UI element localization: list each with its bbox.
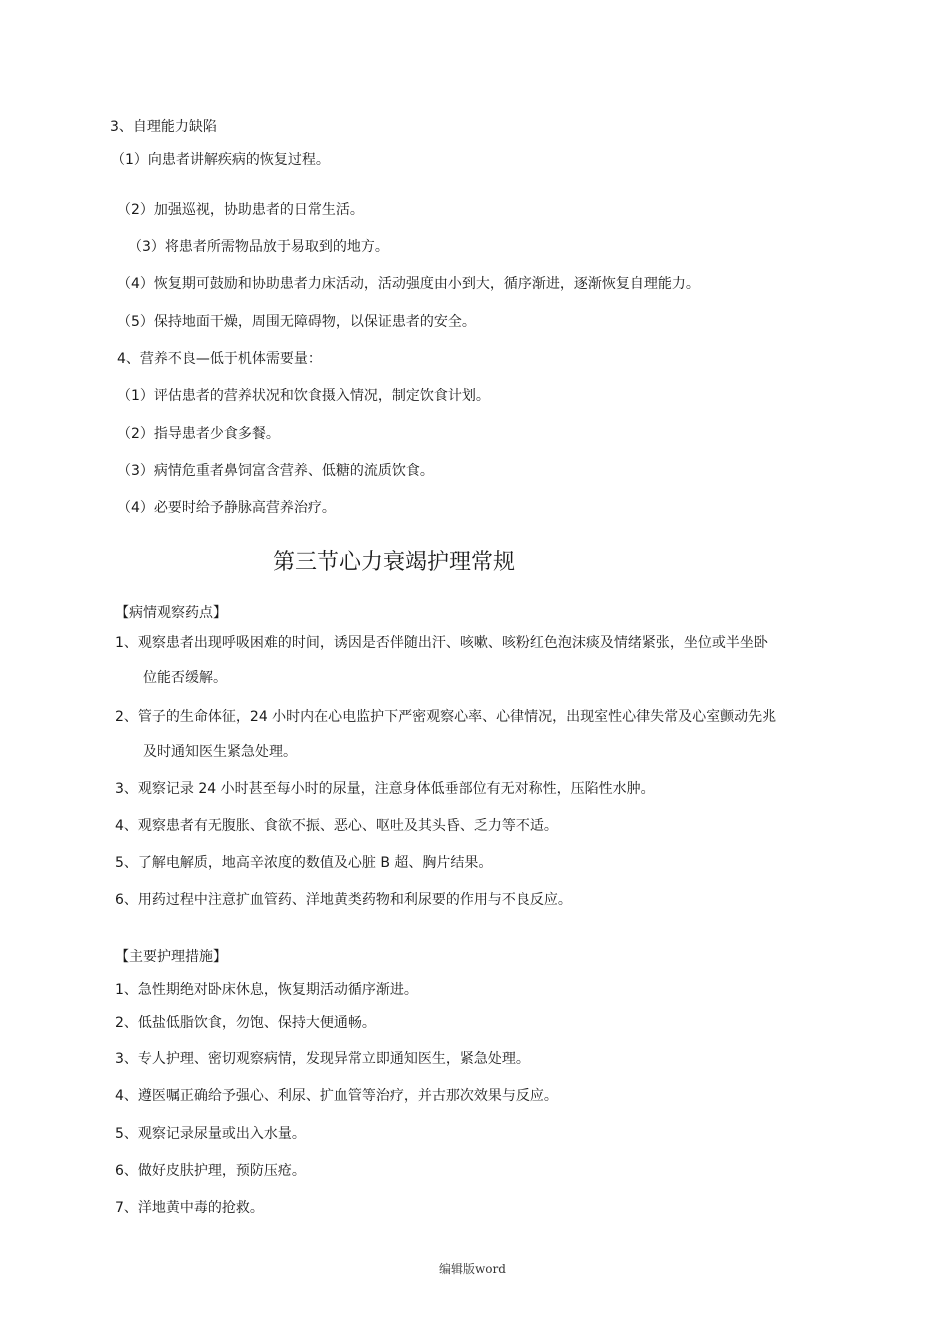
observation-item: 5、了解电解质，地高辛浓度的数值及心脏 B 超、胸片结果。 <box>115 855 493 871</box>
nursing-item: 1、急性期绝对卧床休息，恢复期活动循序渐进。 <box>115 982 418 998</box>
observation-item: 3、观察记录 24 小时甚至每小时的尿量，注意身体低垂部位有无对称性，压陷性水肿。 <box>115 781 655 797</box>
observation-item: 1、观察患者出现呼吸困难的时间，诱因是否伴随出汗、咳嗽、咳粉红色泡沫痰及情绪紧张，坐位或半坐卧 <box>115 635 768 651</box>
heading-self-care-deficit: 3、自理能力缺陷 <box>110 119 217 135</box>
heading-nutrition: 4、营养不良—低于机体需要量： <box>117 351 322 367</box>
observation-item-cont: 位能否缓解。 <box>143 670 227 686</box>
list-item: （2）加强巡视，协助患者的日常生活。 <box>117 202 364 218</box>
list-item: （1）评估患者的营养状况和饮食摄入情况，制定饮食计划。 <box>117 388 490 404</box>
observation-heading: 【病情观察药点】 <box>115 605 227 621</box>
observation-item: 6、用药过程中注意扩血管药、洋地黄类药物和利尿要的作用与不良反应。 <box>115 892 572 908</box>
nursing-heading: 【主要护理措施】 <box>115 949 227 965</box>
list-item: （4）恢复期可鼓励和协助患者力床活动，活动强度由小到大，循序渐进，逐渐恢复自理能力。 <box>117 276 700 292</box>
nursing-item: 3、专人护理、密切观察病情，发现异常立即通知医生，紧急处理。 <box>115 1051 530 1067</box>
section-title: 第三节心力衰竭护理常规 <box>272 550 515 575</box>
observation-item-cont: 及时通知医生紧急处理。 <box>143 744 297 760</box>
nursing-item: 2、低盐低脂饮食，勿饱、保持大便通畅。 <box>115 1015 376 1031</box>
list-item: （4）必要时给予静脉高营养治疗。 <box>117 500 336 516</box>
nursing-item: 4、遵医嘱正确给予强心、利尿、扩血管等治疗，并古那次效果与反应。 <box>115 1088 558 1104</box>
list-item: （1）向患者讲解疾病的恢复过程。 <box>111 152 330 168</box>
list-item: （3）病情危重者鼻饲富含营养、低糖的流质饮食。 <box>117 463 434 479</box>
list-item: （5）保持地面干燥，周围无障碍物，以保证患者的安全。 <box>117 314 476 330</box>
nursing-item: 6、做好皮肤护理，预防压疮。 <box>115 1163 306 1179</box>
list-item: （2）指导患者少食多餐。 <box>117 426 280 442</box>
observation-item: 2、管子的生命体征，24 小时内在心电监护下严密观察心率、心律情况，出现室性心律失常及心室颤动先兆 <box>115 709 777 725</box>
nursing-item: 7、洋地黄中毒的抢救。 <box>115 1200 264 1216</box>
page-footer: 编辑版word <box>439 1262 506 1276</box>
observation-item: 4、观察患者有无腹胀、食欲不振、恶心、呕吐及其头昏、乏力等不适。 <box>115 818 558 834</box>
nursing-item: 5、观察记录尿量或出入水量。 <box>115 1126 306 1142</box>
list-item: （3）将患者所需物品放于易取到的地方。 <box>128 239 389 255</box>
